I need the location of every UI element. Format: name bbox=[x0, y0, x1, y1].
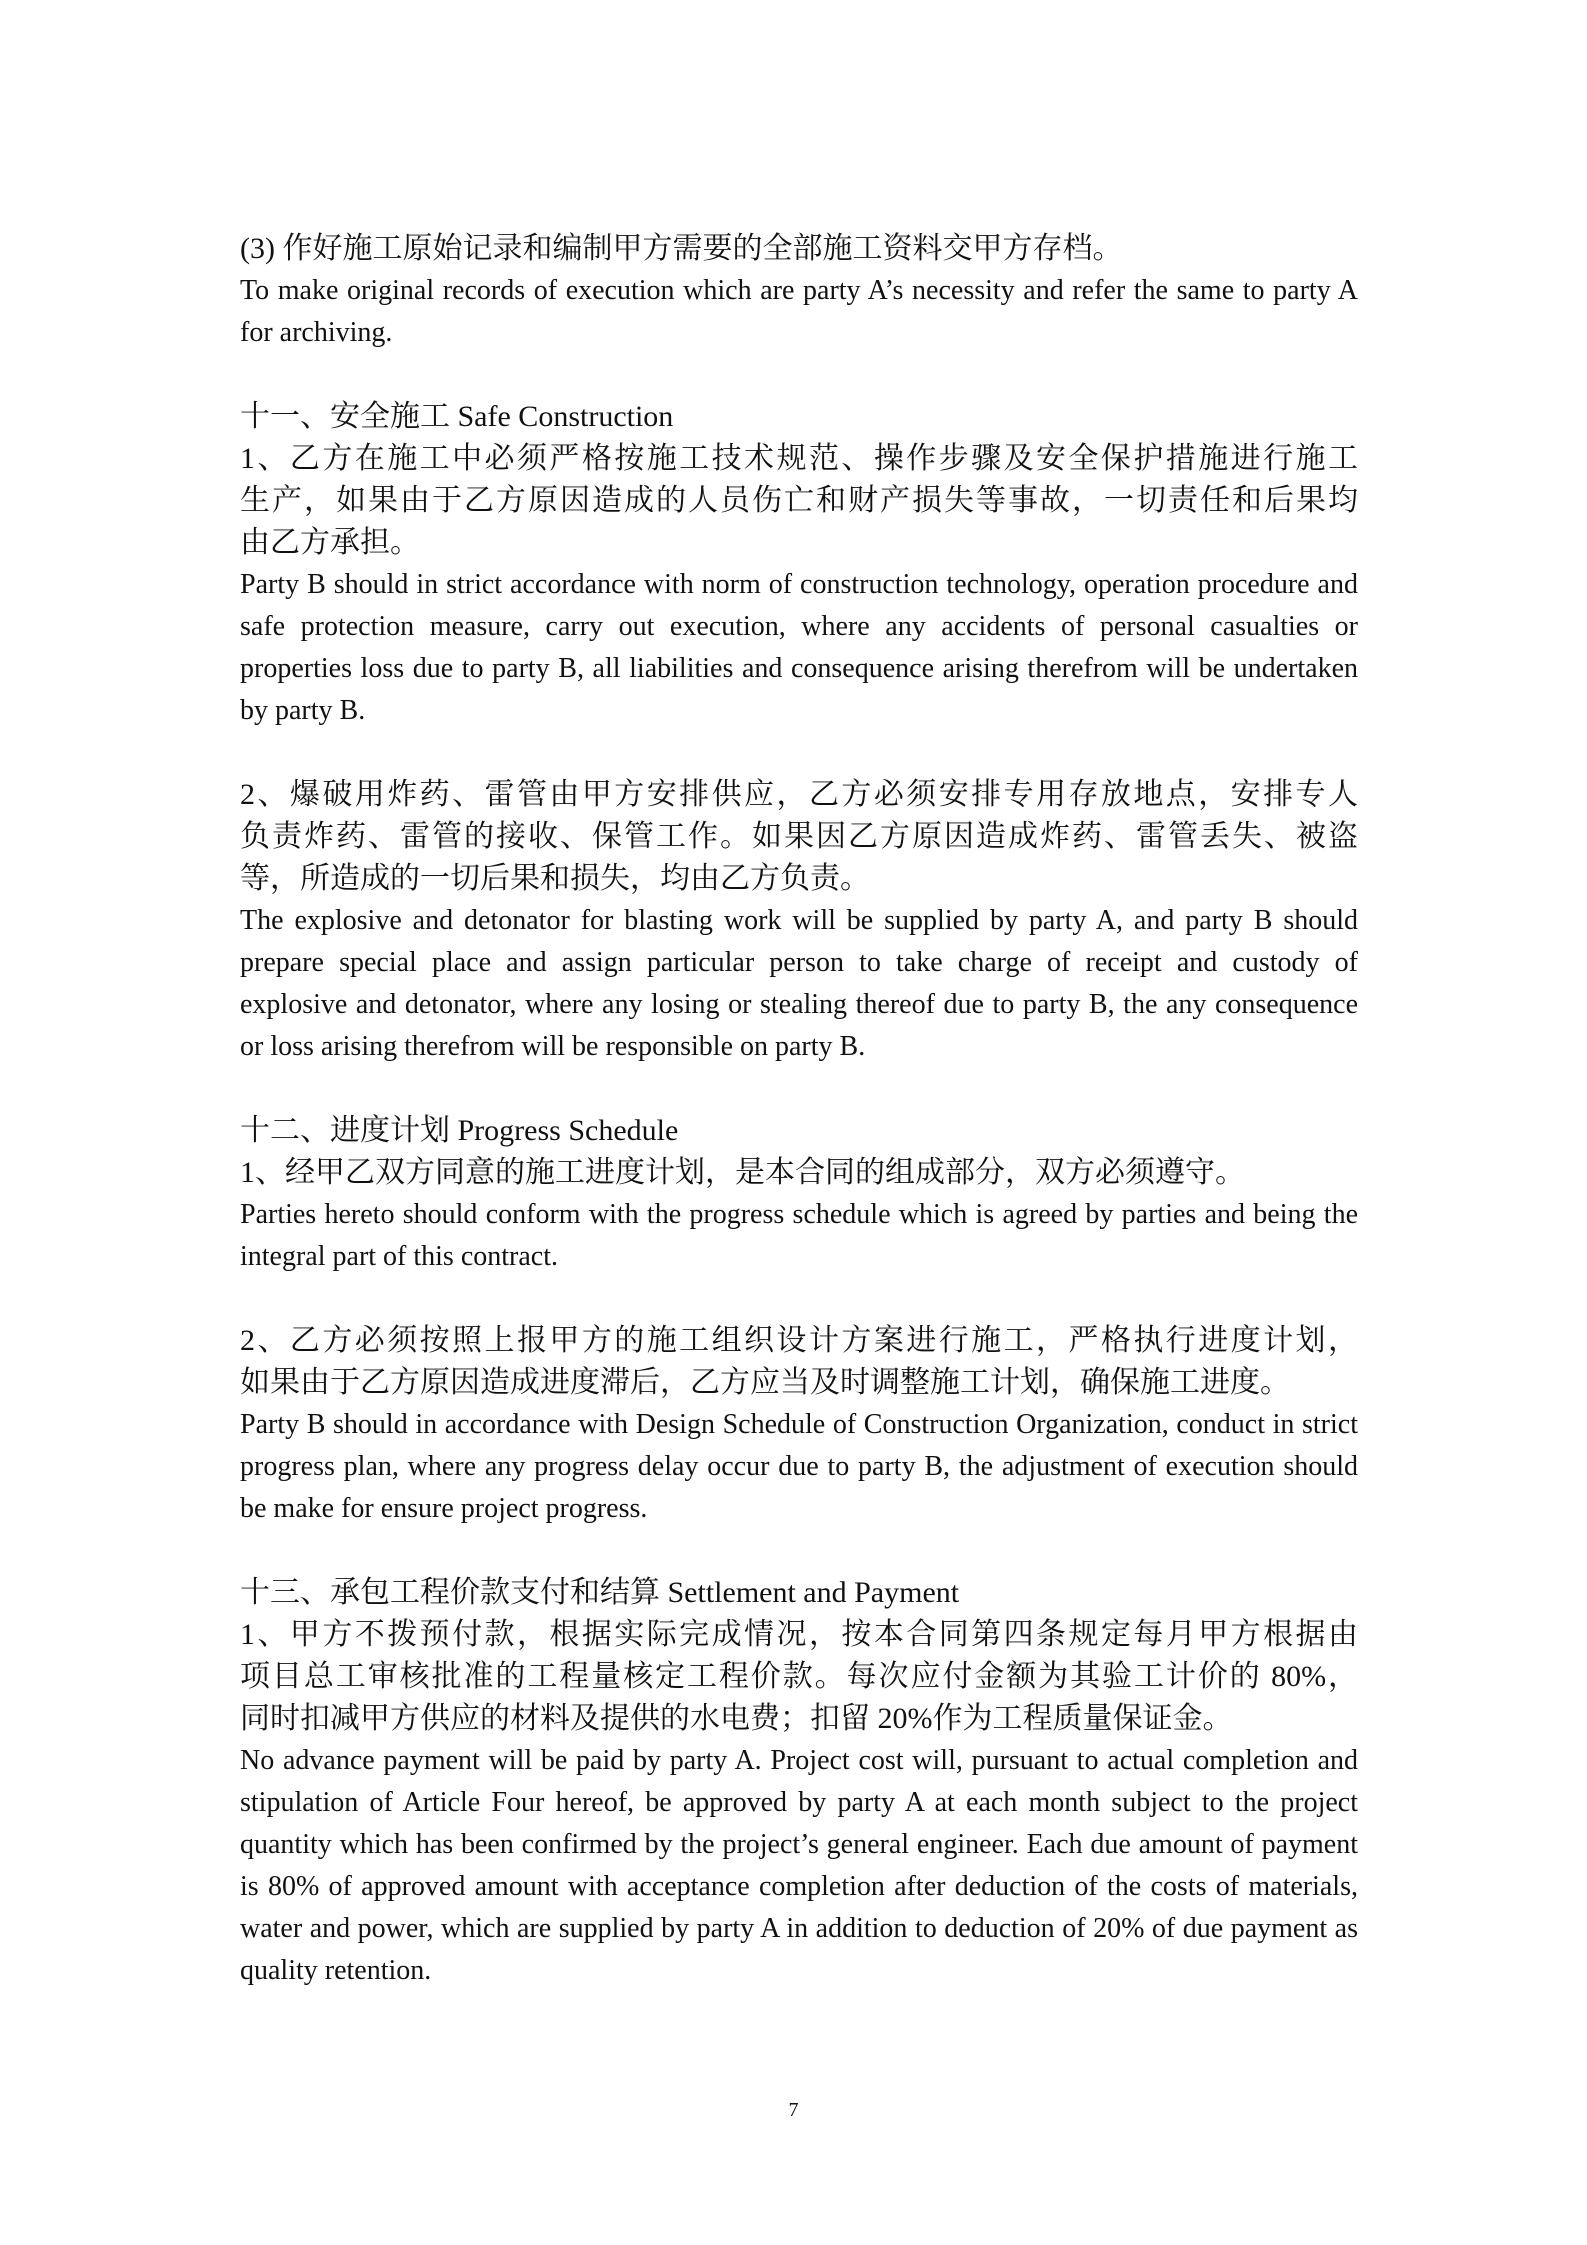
section-12-clause-2-zh-line: 2、乙方必须按照上报甲方的施工组织设计方案进行施工，严格执行进度计划， bbox=[240, 1324, 1358, 1357]
section-13-clause-1-zh-line: 1、甲方不拨预付款，根据实际完成情况，按本合同第四条规定每月甲方根据由 bbox=[240, 1618, 1358, 1651]
paragraph-gap bbox=[240, 1530, 1358, 1572]
section-11-clause-1-zh-line: 由乙方承担。 bbox=[240, 526, 420, 559]
section-11-clause-2-zh-line: 等，所造成的一切后果和损失，均由乙方负责。 bbox=[240, 862, 870, 895]
section-11-clause-2-english: The explosive and detonator for blasting work will be supplied by party A, and party B should prepare special place and assign particular person to take charge of receipt and custody of explosive and detonator, where any losing or stealing thereof due to party B, the any consequence or loss arising therefrom will be responsible on party B. bbox=[240, 905, 1358, 1062]
section-13-clause-1-zh-line: 项目总工审核批准的工程量核定工程价款。每次应付金额为其验工计价的 80%， bbox=[240, 1660, 1358, 1693]
paragraph-gap bbox=[240, 354, 1358, 396]
section-12-heading: 十二、进度计划 Progress Schedule bbox=[240, 1114, 679, 1147]
section-11-clause-2-zh-line: 负责炸药、雷管的接收、保管工作。如果因乙方原因造成炸药、雷管丢失、被盗 bbox=[240, 820, 1358, 853]
paragraph-gap bbox=[240, 1068, 1358, 1110]
section-11-heading: 十一、安全施工 Safe Construction bbox=[240, 400, 674, 433]
section-12-clause-1-zh-line: 1、经甲乙双方同意的施工进度计划，是本合同的组成部分，双方必须遵守。 bbox=[240, 1156, 1245, 1189]
item3-chinese: (3) 作好施工原始记录和编制甲方需要的全部施工资料交甲方存档。 bbox=[240, 232, 1123, 265]
item3-english: To make original records of execution which are party A’s necessity and refer the same to party A for archiving. bbox=[240, 275, 1358, 348]
section-13-clause-1-english: No advance payment will be paid by party A. Project cost will, pursuant to actual completion and stipulation of Article Four hereof, be approved by party A at each month subject to the project quantity which has been confirmed by the project’s general engineer. Each due amount of payment is 80% of approved amount with acceptance completion after deduction of the costs of materials, water and power, which are supplied by party A in addition to deduction of 20% of due payment as quality retention. bbox=[240, 1745, 1358, 1986]
section-13-heading: 十三、承包工程价款支付和结算 Settlement and Payment bbox=[240, 1576, 960, 1609]
paragraph-gap bbox=[240, 1278, 1358, 1320]
section-11-clause-1-zh-line: 1、乙方在施工中必须严格按施工技术规范、操作步骤及安全保护措施进行施工 bbox=[240, 442, 1358, 475]
section-12-clause-2-english: Party B should in accordance with Design Schedule of Construction Organization, conduct in strict progress plan, where any progress delay occur due to party B, the adjustment of execution should be make for ensure project progress. bbox=[240, 1409, 1358, 1524]
section-11-clause-1-english: Party B should in strict accordance with norm of construction technology, operation procedure and safe protection measure, carry out execution, where any accidents of personal casualties or properties loss due to party B, all liabilities and consequence arising therefrom will be undertaken by party B. bbox=[240, 569, 1358, 726]
paragraph-gap bbox=[240, 732, 1358, 774]
section-11-clause-1-zh-line: 生产，如果由于乙方原因造成的人员伤亡和财产损失等事故，一切责任和后果均 bbox=[240, 484, 1358, 517]
section-11-clause-2-zh-line: 2、爆破用炸药、雷管由甲方安排供应，乙方必须安排专用存放地点，安排专人 bbox=[240, 778, 1358, 811]
page-number: 7 bbox=[788, 2099, 799, 2121]
section-13-clause-1-zh-line: 同时扣减甲方供应的材料及提供的水电费；扣留 20%作为工程质量保证金。 bbox=[240, 1702, 1233, 1735]
section-12-clause-1-english: Parties hereto should conform with the progress schedule which is agreed by parties and being the integral part of this contract. bbox=[240, 1199, 1358, 1272]
page-content bbox=[240, 228, 1358, 1992]
section-12-clause-2-zh-line: 如果由于乙方原因造成进度滞后，乙方应当及时调整施工计划，确保施工进度。 bbox=[240, 1366, 1290, 1399]
